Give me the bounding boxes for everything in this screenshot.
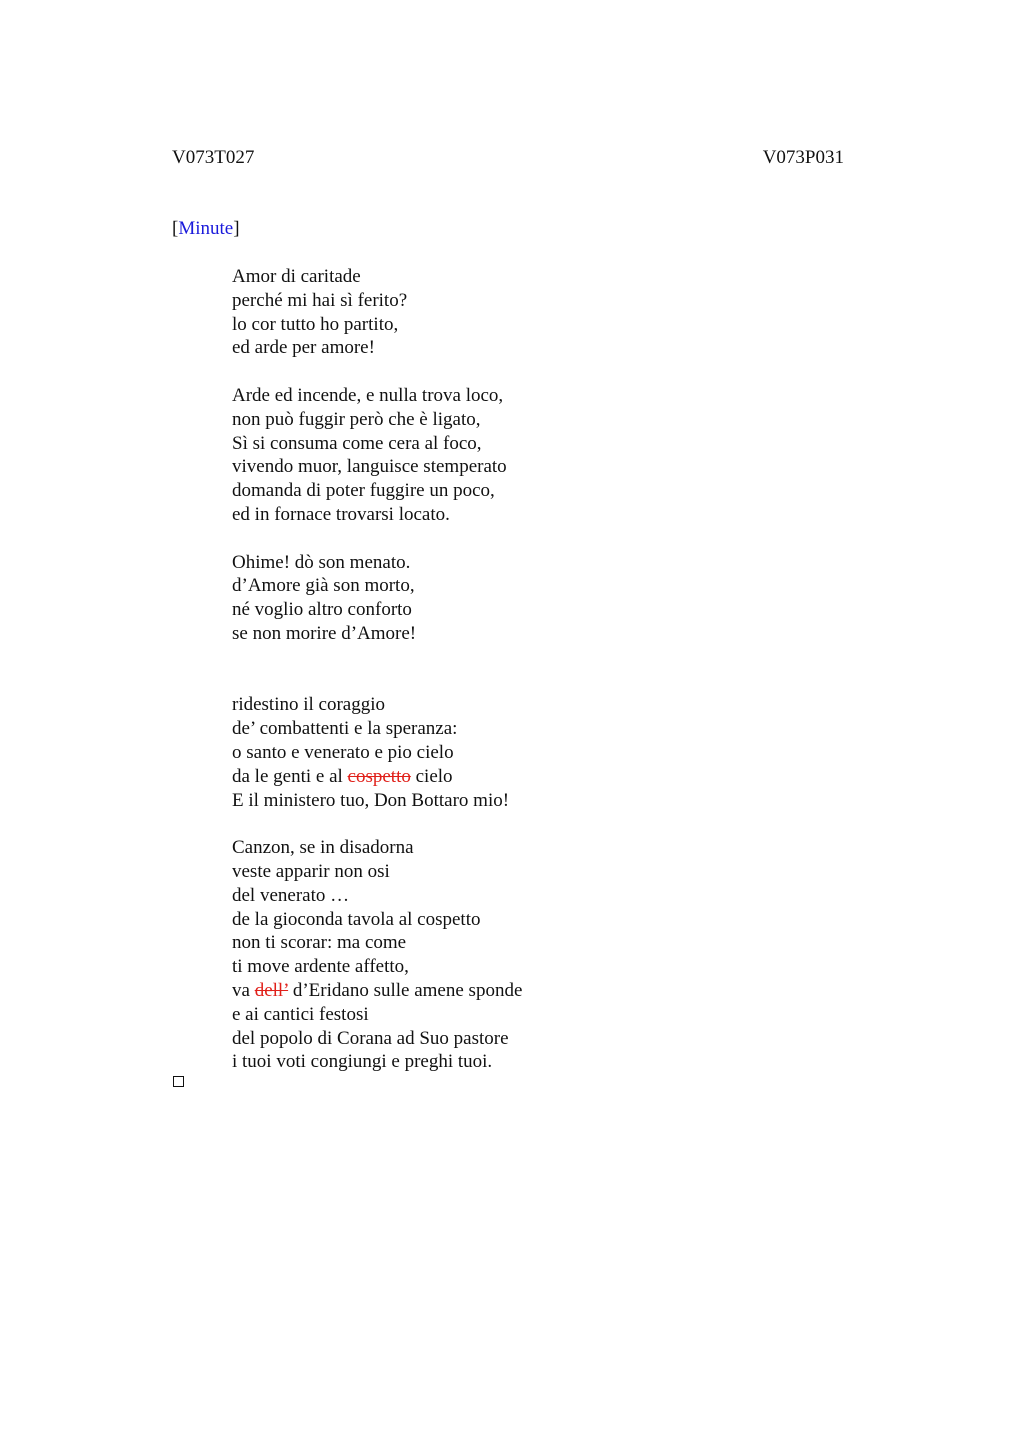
- poem-line-with-deletion: [232, 979, 522, 1003]
- stanza-1: [232, 265, 522, 360]
- poem-text: [232, 265, 522, 1074]
- poem-line: de’ combattenti e la speranza:: [232, 718, 458, 740]
- poem-line: se non morire d’Amore!: [232, 622, 417, 644]
- poem-line: ti move ardente affetto,: [232, 956, 409, 978]
- end-of-text-box-icon: [173, 1076, 184, 1087]
- section-label-link[interactable]: Minute: [178, 218, 234, 239]
- poem-line: del venerato …: [232, 884, 350, 906]
- section-bracket-open: [: [172, 218, 179, 239]
- document-code-left: V073T027: [172, 147, 255, 168]
- poem-line: e ai cantici festosi: [232, 1003, 369, 1025]
- deleted-word: cospetto: [347, 765, 411, 787]
- poem-line: Arde ed incende, e nulla trova loco,: [232, 384, 504, 406]
- stanza-4: [232, 693, 522, 812]
- poem-line: E il ministero tuo, Don Bottaro mio!: [232, 789, 510, 811]
- stanza-5: [232, 836, 522, 1074]
- poem-line: ridestino il coraggio: [232, 694, 386, 716]
- line-text: da le genti e al: [232, 765, 348, 787]
- stanza-3: [232, 551, 522, 646]
- poem-line: non ti scorar: ma come: [232, 932, 407, 954]
- poem-line: vivendo muor, languisce stemperato: [232, 456, 507, 478]
- poem-line: domanda di poter fuggire un poco,: [232, 480, 495, 502]
- poem-line: Ohime! dò son menato.: [232, 551, 411, 573]
- poem-line: non può fuggir però che è ligato,: [232, 408, 481, 430]
- poem-line: de la gioconda tavola al cospetto: [232, 908, 481, 930]
- poem-line-with-deletion: [232, 765, 522, 789]
- poem-line: lo cor tutto ho partito,: [232, 313, 399, 335]
- line-text: va: [232, 979, 255, 1001]
- stanza-2: [232, 384, 522, 527]
- poem-line: perché mi hai sì ferito?: [232, 289, 408, 311]
- poem-line: Sì si consuma come cera al foco,: [232, 432, 482, 454]
- poem-line: d’Amore già son morto,: [232, 575, 415, 597]
- poem-line: o santo e venerato e pio cielo: [232, 741, 454, 763]
- poem-line: i tuoi voti congiungi e preghi tuoi.: [232, 1051, 493, 1073]
- poem-line: né voglio altro conforto: [232, 599, 412, 621]
- poem-line: veste apparir non osi: [232, 860, 390, 882]
- line-text: cielo: [410, 765, 453, 787]
- poem-line: del popolo di Corana ad Suo pastore: [232, 1027, 509, 1049]
- document-code-right: V073P031: [762, 147, 844, 168]
- poem-line: ed in fornace trovarsi locato.: [232, 503, 450, 525]
- deleted-word: dell’: [254, 979, 289, 1001]
- poem-line: ed arde per amore!: [232, 337, 375, 359]
- poem-line: Canzon, se in disadorna: [232, 837, 414, 859]
- line-text: d’Eridano sulle amene sponde: [288, 979, 523, 1001]
- section-tag: [172, 217, 240, 241]
- section-bracket-close: ]: [233, 218, 240, 239]
- poem-line: Amor di caritade: [232, 266, 361, 287]
